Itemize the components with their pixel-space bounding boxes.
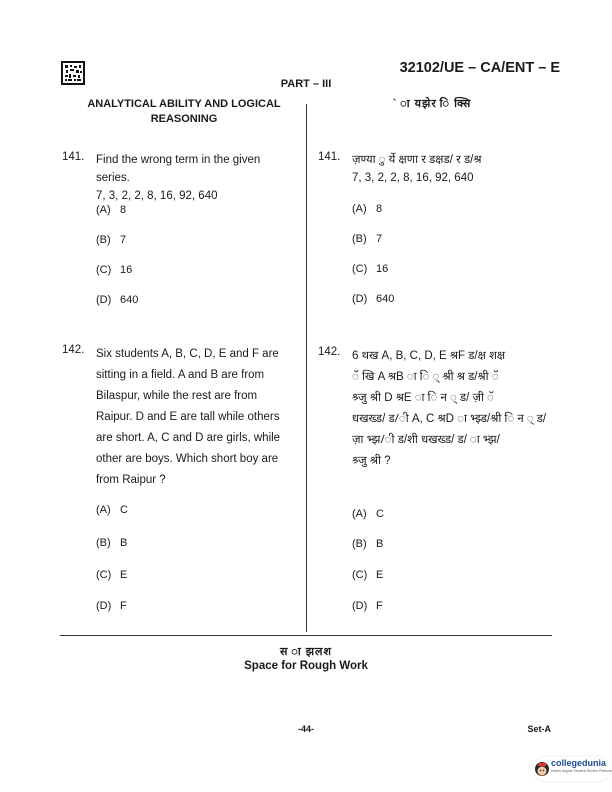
section-title-hindi: ` ा यझेर ि क्सि bbox=[392, 98, 472, 110]
question-text bbox=[352, 151, 552, 187]
question-line: from Raipur ? bbox=[96, 474, 166, 486]
rough-work-english: Space for Rough Work bbox=[244, 660, 368, 672]
option-label: (D) bbox=[96, 600, 112, 612]
question-line: ज़ण्या ु र्ये क्षणा र डक्षड/ र ड/श्र bbox=[352, 154, 482, 166]
option-label: (C) bbox=[96, 264, 112, 276]
logo-tagline: India's largest Student Review Platform bbox=[551, 769, 612, 773]
option-c bbox=[96, 264, 132, 276]
set-label: Set-A bbox=[527, 724, 551, 734]
option-label: (D) bbox=[96, 294, 112, 306]
option-label: (A) bbox=[352, 508, 367, 520]
option-label: (D) bbox=[352, 600, 368, 612]
logo-brand-text: collegedunia bbox=[551, 758, 607, 768]
part-heading: PART – III bbox=[280, 78, 332, 90]
option-b bbox=[96, 234, 126, 246]
horizontal-divider bbox=[60, 635, 552, 636]
option-label: (A) bbox=[96, 204, 111, 216]
question-line: श्र्जु श्री ? bbox=[352, 455, 391, 467]
question-number: 141. bbox=[318, 151, 341, 163]
option-label: (B) bbox=[96, 537, 111, 549]
question-text bbox=[352, 346, 552, 472]
option-label: (D) bbox=[352, 293, 368, 305]
option-value: E bbox=[120, 569, 128, 581]
question-line: 6 थख A, B, C, D, E श्रF ड/क्ष शक्ष bbox=[352, 350, 506, 362]
question-line: श्र्जु श्री D श्रE ा ि न ् ड/ ज़ी ॅ bbox=[352, 392, 494, 404]
option-c bbox=[352, 569, 383, 581]
question-line: Bilaspur, while the rest are from bbox=[96, 390, 258, 402]
option-value: B bbox=[120, 537, 128, 549]
option-label: (C) bbox=[352, 263, 368, 275]
option-c bbox=[96, 569, 127, 581]
option-value: 640 bbox=[120, 294, 139, 306]
option-value: F bbox=[376, 600, 383, 612]
option-label: (B) bbox=[352, 233, 367, 245]
question-number: 142. bbox=[62, 344, 85, 356]
option-value: E bbox=[376, 569, 384, 581]
question-number: 142. bbox=[318, 346, 341, 358]
rough-work-hindi: स ा झलश bbox=[280, 646, 332, 658]
question-line: 7, 3, 2, 2, 8, 16, 92, 640 bbox=[96, 190, 218, 202]
option-value: 8 bbox=[376, 203, 383, 215]
question-number: 141. bbox=[62, 151, 85, 163]
page-number: -44- bbox=[297, 724, 314, 734]
option-label: (B) bbox=[96, 234, 111, 246]
question-text bbox=[96, 151, 296, 205]
option-d bbox=[352, 293, 394, 305]
option-value: F bbox=[120, 600, 127, 612]
option-label: (A) bbox=[96, 504, 111, 516]
option-label: (C) bbox=[96, 569, 112, 581]
column-divider bbox=[306, 104, 307, 632]
question-line: धखख्ड/ ड/ी A, C श्रD ा भ्झ्ड/श्री ि न ् ड/ bbox=[352, 413, 547, 425]
option-value: 7 bbox=[120, 234, 127, 246]
option-b bbox=[96, 537, 127, 549]
option-a bbox=[96, 504, 128, 516]
option-value: 16 bbox=[376, 263, 389, 275]
question-line: Raipur. D and E are tall while others bbox=[96, 411, 280, 423]
option-a bbox=[96, 204, 126, 216]
option-label: (C) bbox=[352, 569, 368, 581]
question-line: other are boys. Which short boy are bbox=[96, 453, 279, 465]
option-d bbox=[352, 600, 383, 612]
option-label: (A) bbox=[352, 203, 367, 215]
option-value: 8 bbox=[120, 204, 127, 216]
question-text bbox=[96, 344, 294, 491]
section-title-english: ANALYTICAL ABILITY AND LOGICAL REASONING bbox=[87, 98, 281, 125]
option-d bbox=[96, 600, 127, 612]
option-value: B bbox=[376, 538, 384, 550]
option-b bbox=[352, 233, 382, 245]
question-line: 7, 3, 2, 2, 8, 16, 92, 640 bbox=[352, 172, 474, 184]
question-line: ॅ खि A श्रB ा ि ् श्री श्र ड/श्री ॅ bbox=[352, 371, 499, 383]
option-value: C bbox=[376, 508, 384, 520]
option-a bbox=[352, 203, 382, 215]
question-line: are short. A, C and D are girls, while bbox=[96, 432, 281, 444]
option-d bbox=[96, 294, 138, 306]
question-line: Find the wrong term in the given series. bbox=[96, 154, 261, 184]
option-label: (B) bbox=[352, 538, 367, 550]
question-line: sitting in a field. A and B are from bbox=[96, 369, 265, 381]
question-line: ज़ा भ्झ/ी ड/शी धखख्ड/ ड/ ा भ्झ/ bbox=[352, 434, 500, 446]
option-value: 16 bbox=[120, 264, 133, 276]
option-value: C bbox=[120, 504, 128, 516]
option-value: 640 bbox=[376, 293, 395, 305]
question-line: Six students A, B, C, D, E and F are bbox=[96, 348, 279, 360]
option-b bbox=[352, 538, 383, 550]
option-a bbox=[352, 508, 384, 520]
option-value: 7 bbox=[376, 233, 383, 245]
paper-code: 32102/UE – CA/ENT – E bbox=[399, 60, 560, 76]
option-c bbox=[352, 263, 388, 275]
